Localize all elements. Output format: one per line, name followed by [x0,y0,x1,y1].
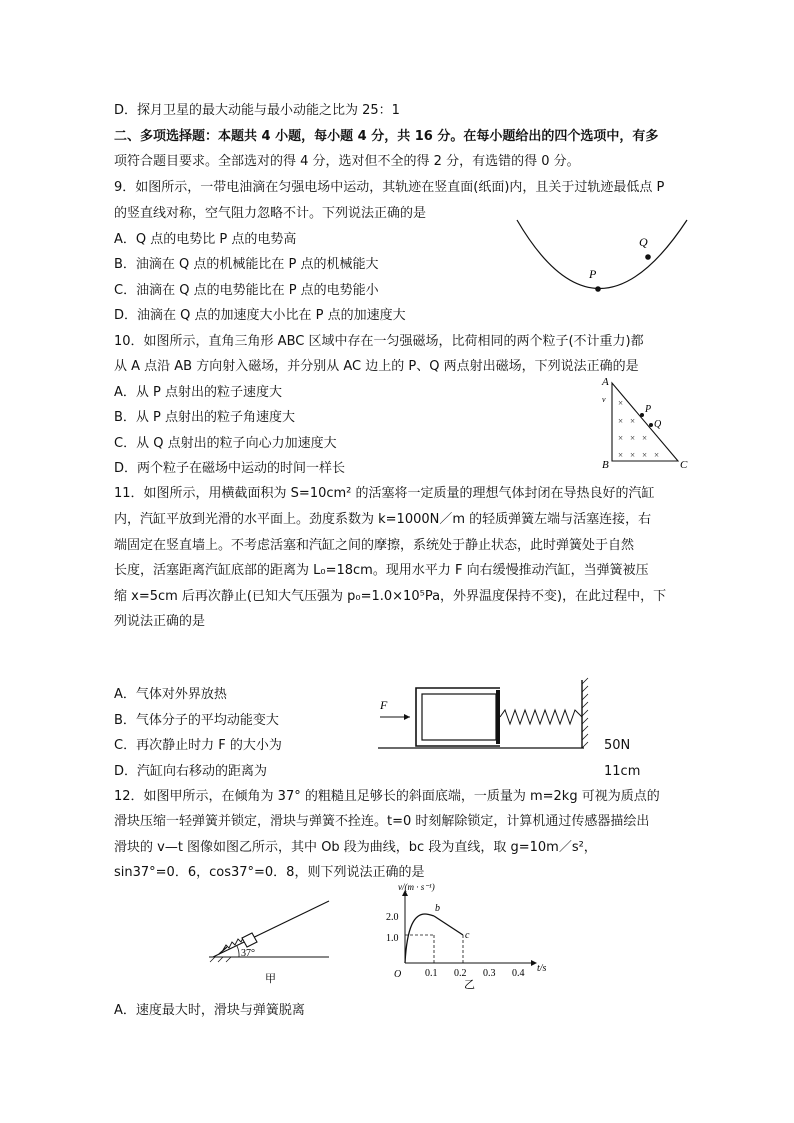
q12-vt-curve-ob [405,914,434,963]
q10-triangle-figure [598,375,698,471]
q12-caption-jia: 甲 [265,973,276,985]
q12-vt-label-b: b [435,903,440,914]
q12-option-a: A．速度最大时，滑块与弹簧脱离 [114,1003,305,1018]
q12-incline [213,901,329,957]
field-mark: × [630,450,636,460]
q11-stem-5: 缩 x=5cm 后再次静止(已知大气压强为 p₀=1.0×10⁵Pa，外界温度保持不变)，在此过程中，下 [114,589,667,604]
q11-option-c-value: 50N [604,738,631,753]
field-mark: × [642,433,648,443]
q12-stem-2: 滑块压缩一轻弹簧并锁定，滑块与弹簧不拴连。t=0 时刻解除锁定，计算机通过传感器描绘出 [114,814,650,829]
q10-option-b: B．从 P 点射出的粒子角速度大 [114,410,296,425]
field-mark: × [642,450,648,460]
q11-stem-3: 端固定在竖直墙上。不考虑活塞和汽缸之间的摩擦，系统处于静止状态，此时弹簧处于自然 [114,538,635,553]
q9-trajectory-curve [517,220,687,289]
q10-label-b: B [602,459,609,471]
q11-option-d-value: 11cm [604,764,641,779]
field-mark: × [618,433,624,443]
q10-label-c: C [680,459,688,471]
q11-stem-4: 长度，活塞距离汽缸底部的距离为 L₀=18cm。现用水平力 F 向右缓慢推动汽缸，当弹簧被压 [114,563,649,578]
q8-option-d: D．探月卫星的最大动能与最小动能之比为 25：1 [114,103,400,118]
q10-stem-1: 10．如图所示，直角三角形 ABC 区域中存在一匀强磁场，比荷相同的两个粒子(不计重力)都 [114,334,644,349]
q11-stem-1: 11．如图所示，用横截面积为 S=10cm² 的活塞将一定质量的理想气体封闭在导热良好的汽缸 [114,486,655,501]
q10-option-d: D．两个粒子在磁场中运动的时间一样长 [114,461,346,476]
q9-label-p: P [589,267,597,281]
field-mark: × [630,416,636,426]
q10-label-a: A [602,376,609,388]
q10-point-q [649,423,653,427]
q12-angle-label: 37° [241,948,255,959]
q9-stem-2: 的竖直线对称，空气阻力忽略不计。下列说法正确的是 [114,206,427,221]
q11-option-c: C．再次静止时力 F 的大小为 [114,738,282,753]
q11-option-d: D．汽缸向右移动的距离为 [114,764,268,779]
q12-vt-xtick-4: 0.4 [512,968,525,979]
section2-line2: 项符合题目要求。全部选对的得 4 分，选对但不全的得 2 分，有选错的得 0 分。 [114,154,580,169]
q12-vt-label-c: c [465,930,470,941]
q9-point-q [645,254,651,260]
q10-label-p: P [645,404,652,415]
q11-spring [500,710,582,724]
q9-option-c: C．油滴在 Q 点的电势能比在 P 点的电势能小 [114,283,379,298]
q10-label-q: Q [654,419,662,430]
q11-option-a: A．气体对外界放热 [114,687,227,702]
q9-option-a: A．Q 点的电势比 P 点的电势高 [114,232,297,247]
q12-slider-block [242,933,257,947]
q10-option-c: C．从 Q 点射出的粒子向心力加速度大 [114,436,337,451]
q9-label-q: Q [639,235,648,249]
q12-vt-xlabel: t/s [537,963,547,974]
q12-vt-guides [405,935,463,963]
q9-option-d: D．油滴在 Q 点的加速度大小比在 P 点的加速度大 [114,308,406,323]
q12-vt-ytick-1: 1.0 [386,933,399,944]
q11-wall-hatch [582,678,588,748]
q12-ground-hatch [210,957,231,962]
q10-option-a: A．从 P 点射出的粒子速度大 [114,385,282,400]
q11-cylinder [416,688,500,746]
q12-vt-xtick-1: 0.1 [425,968,438,979]
q12-stem-1: 12．如图甲所示，在倾角为 37° 的粗糙且足够长的斜面底端，一质量为 m=2kg 可视为质点的 [114,789,660,804]
q10-stem-2: 从 A 点沿 AB 方向射入磁场，并分别从 AC 边上的 P、Q 两点射出磁场，下列说法正确的是 [114,359,639,374]
q11-force-arrowhead [404,714,410,720]
q11-gas-chamber [422,694,496,740]
q12-incline-figure [205,895,340,990]
q11-option-b: B．气体分子的平均动能变大 [114,713,279,728]
field-mark: × [618,450,624,460]
q12-vt-graph [385,880,555,990]
q11-piston [496,690,500,744]
q12-vt-ylabel: v/(m · s⁻¹) [398,882,435,892]
field-mark: × [618,416,624,426]
q9-point-p [595,286,601,292]
q12-stem-3: 滑块的 v—t 图像如图乙所示，其中 Ob 段为曲线，bc 段为直线，取 g=10m／s²， [114,840,597,855]
field-mark: × [654,450,660,460]
q10-label-v: v [602,395,606,404]
q12-vt-xtick-2: 0.2 [454,968,467,979]
q9-stem-1: 9．如图所示，一带电油滴在匀强电场中运动，其轨迹在竖直面(纸面)内，且关于过轨迹最低点 P [114,180,665,195]
q11-stem-2: 内，汽缸平放到光滑的水平面上。劲度系数为 k=1000N／m 的轻质弹簧左端与活塞连接，右 [114,512,652,527]
q9-trajectory-figure [512,215,692,300]
q12-stem-4: sin37°=0．6，cos37°=0．8，则下列说法正确的是 [114,865,425,880]
section2-title: 二、多项选择题：本题共 4 小题，每小题 4 分，共 16 分。在每小题给出的四个选项中，有多 [114,129,659,144]
field-mark: × [630,433,636,443]
q9-option-b: B．油滴在 Q 点的机械能比在 P 点的机械能大 [114,257,379,272]
q12-angle-arc [237,946,239,957]
q12-vt-xtick-3: 0.3 [483,968,496,979]
q12-vt-origin: O [394,969,402,980]
q12-vt-line-bc [434,916,463,935]
q12-vt-ytick-2: 2.0 [386,912,399,923]
q11-label-f: F [380,698,388,712]
q11-stem-6: 列说法正确的是 [114,614,206,629]
q12-caption-yi: 乙 [464,979,475,990]
field-mark: × [618,398,624,408]
q11-cylinder-figure [372,676,592,762]
q10-point-p [640,413,644,417]
q10-field-marks [618,398,659,460]
